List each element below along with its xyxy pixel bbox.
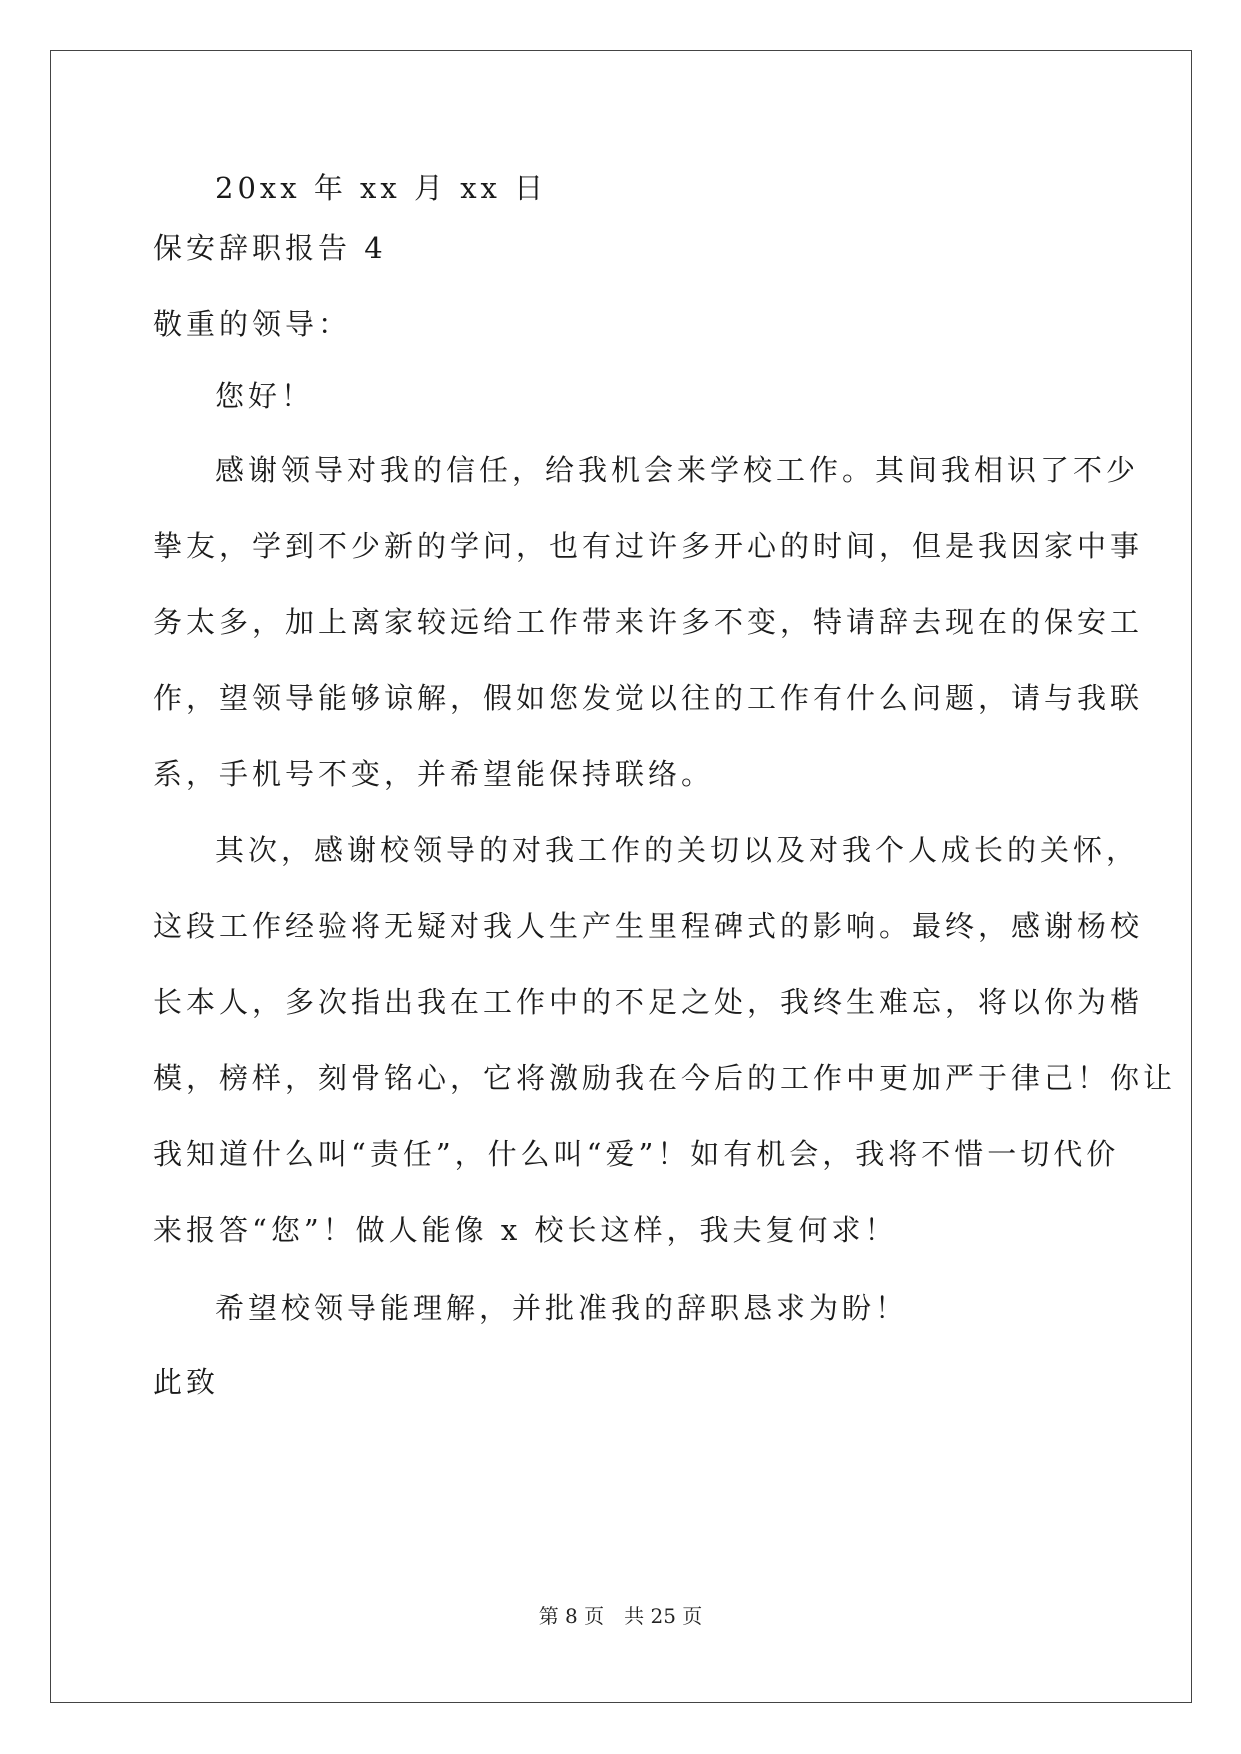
paragraph-line: 作，望领导能够谅解，假如您发觉以往的工作有什么问题，请与我联 bbox=[153, 681, 1144, 715]
paragraph-line: 务太多，加上离家较远给工作带来许多不变，特请辞去现在的保安工 bbox=[153, 605, 1144, 639]
paragraph-line: 系，手机号不变，并希望能保持联络。 bbox=[153, 757, 715, 791]
paragraph-line: 其次，感谢校领导的对我工作的关切以及对我个人成长的关怀， bbox=[215, 833, 1140, 867]
salutation: 敬重的领导： bbox=[153, 307, 352, 341]
paragraph-line: 长本人，多次指出我在工作中的不足之处，我终生难忘，将以你为楷 bbox=[153, 985, 1144, 1019]
page-border bbox=[50, 50, 1192, 1703]
page-footer bbox=[0, 1600, 1241, 1629]
closing-line: 此致 bbox=[153, 1365, 220, 1399]
paragraph-line: 希望校领导能理解，并批准我的辞职恳求为盼！ bbox=[215, 1291, 909, 1325]
page-number: 第 8 页 共 25 页 bbox=[538, 1604, 703, 1628]
date-line: 20xx 年 xx 月 xx 日 bbox=[215, 171, 548, 205]
greeting: 您好！ bbox=[215, 379, 315, 413]
paragraph-line: 来报答“您”！做人能像 x 校长这样，我夫复何求！ bbox=[153, 1213, 898, 1247]
paragraph-line: 挚友，学到不少新的学问，也有过许多开心的时间，但是我因家中事 bbox=[153, 529, 1144, 563]
paragraph-line: 模，榜样，刻骨铭心，它将激励我在今后的工作中更加严于律己！你让 bbox=[153, 1061, 1177, 1095]
paragraph-line: 这段工作经验将无疑对我人生产生里程碑式的影响。最终，感谢杨校 bbox=[153, 909, 1144, 943]
paragraph-line: 感谢领导对我的信任，给我机会来学校工作。其间我相识了不少 bbox=[215, 453, 1140, 487]
paragraph-line: 我知道什么叫“责任”，什么叫“爱”！如有机会，我将不惜一切代价 bbox=[153, 1137, 1120, 1171]
document-title: 保安辞职报告 4 bbox=[153, 231, 387, 265]
